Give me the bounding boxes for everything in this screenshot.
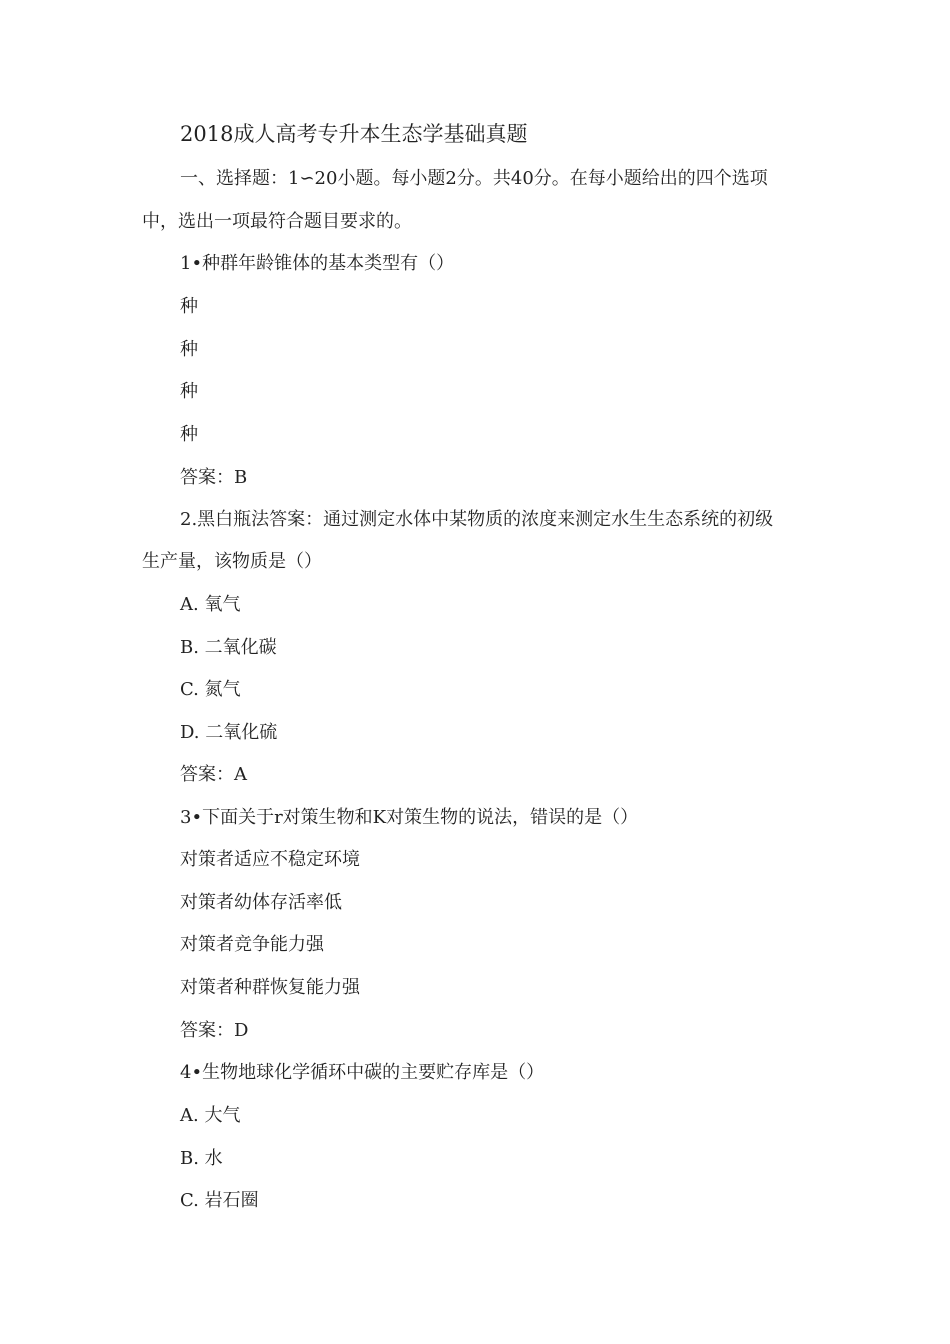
question-1-answer: 答案：B [180,467,248,488]
question-3-option: 对策者适应不稳定环境 [180,849,360,870]
section-instructions-continued [142,200,412,243]
question-2-option-c: C. 氮气 [180,679,241,700]
section-instructions [180,157,768,200]
question-3-answer: 答案：D [180,1020,249,1041]
section-instructions-line-1: 一、选择题：1∽20小题。每小题2分。共40分。在每小题给出的四个选项 [180,168,768,189]
question-1-option: 种 [180,296,198,317]
question-2-answer: 答案：A [180,764,247,785]
question-1-stem: 1•种群年龄锥体的基本类型有（） [180,253,455,274]
question-2-stem-line-1: 2.黑白瓶法答案：通过测定水体中某物质的浓度来测定水生生态系统的初级 [180,509,774,530]
question-1-option: 种 [180,339,198,360]
section-instructions-line-2: 中，选出一项最符合题目要求的。 [142,211,412,232]
question-3-option: 对策者竞争能力强 [180,934,324,955]
document-title: 2018成人高考专升本生态学基础真题 [180,122,528,146]
question-1-option: 种 [180,424,198,445]
question-4-stem: 4•生物地球化学循环中碳的主要贮存库是（） [180,1062,545,1083]
question-1-option: 种 [180,381,198,402]
question-4-option-b: B. 水 [180,1148,223,1169]
question-4-option-c: C. 岩石圈 [180,1190,259,1211]
question-2-option-d: D. 二氧化硫 [180,722,278,743]
question-3-option: 对策者种群恢复能力强 [180,977,360,998]
question-3-stem: 3•下面关于r对策生物和K对策生物的说法，错误的是（） [180,807,639,828]
question-4-option-a: A. 大气 [180,1105,241,1126]
question-2-stem-line-2: 生产量，该物质是（） [142,551,322,572]
question-3-option: 对策者幼体存活率低 [180,892,342,913]
question-2-option-b: B. 二氧化碳 [180,637,277,658]
question-2-option-a: A. 氧气 [180,594,241,615]
